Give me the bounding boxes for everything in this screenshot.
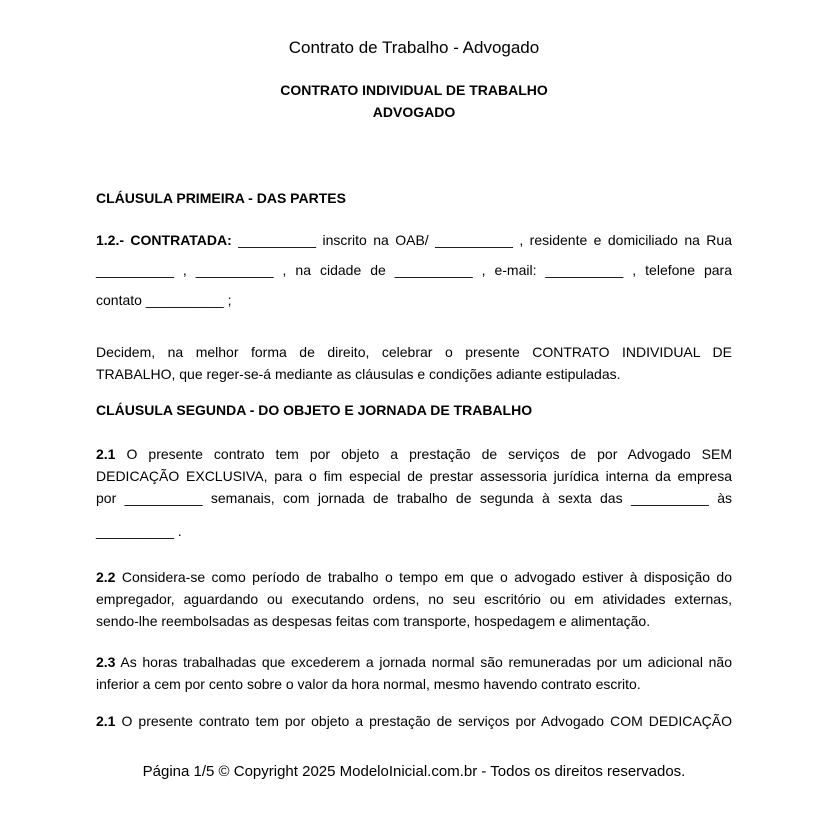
line-text: por __________ semanais, com jornada de trabalho de segunda à sexta das __________ às — [96, 490, 732, 506]
text-line — [96, 225, 732, 255]
clause-label: 2.3 — [96, 654, 116, 670]
line-text: DEDICAÇÃO EXCLUSIVA, para o fim especial de prestar assessoria jurídica interna da empresa — [96, 468, 732, 484]
contract-heading-line2: ADVOGADO — [372, 104, 456, 120]
line-text: contato __________ ; — [96, 292, 232, 308]
text-line — [96, 710, 732, 732]
text-line — [96, 651, 732, 673]
line-text: sendo-lhe reembolsadas as despesas feitas com transporte, hospedagem e alimentação. — [96, 613, 651, 629]
contract-heading — [96, 79, 732, 123]
clause-one-heading: CLÁUSULA PRIMEIRA - DAS PARTES — [96, 190, 346, 206]
clause-label: 2.1 — [96, 446, 116, 462]
text-line — [96, 285, 732, 315]
clause-two-heading: CLÁUSULA SEGUNDA - DO OBJETO E JORNADA DE TRABALHO — [96, 402, 533, 418]
paragraph-decidem — [96, 341, 732, 385]
text-line — [96, 341, 732, 363]
line-text: O presente contrato tem por objeto a prestação de serviços por Advogado COM DEDICAÇÃO — [121, 713, 733, 729]
text-line — [96, 443, 732, 465]
paragraph-1-2-contratada — [96, 225, 732, 315]
text-line — [96, 610, 732, 632]
line-text: empregador, aguardando ou executando ordens, no seu escritório ou em atividades externas, — [96, 591, 732, 607]
line-text: __________ inscrito na OAB/ __________ , residente e domiciliado na Rua — [238, 232, 732, 248]
line-text: inferior a cem por cento sobre o valor da hora normal, mesmo havendo contrato escrito. — [96, 676, 641, 692]
contract-heading-line1: CONTRATO INDIVIDUAL DE TRABALHO — [280, 82, 548, 98]
paragraph-2-1 — [96, 443, 732, 542]
text-line — [96, 520, 732, 542]
text-line — [96, 673, 732, 695]
line-text: O presente contrato tem por objeto a prestação de serviços de por Advogado SEM — [126, 446, 733, 462]
line-text: Decidem, na melhor forma de direito, celebrar o presente CONTRATO INDIVIDUAL DE — [96, 344, 732, 360]
line-text: TRABALHO, que reger-se-á mediante as cláusulas e condições adiante estipuladas. — [96, 366, 621, 382]
line-text: As horas trabalhadas que excederem a jornada normal são remuneradas por um adicional não — [120, 654, 732, 670]
text-line — [96, 255, 732, 285]
text-line — [96, 487, 732, 509]
text-line — [96, 363, 732, 385]
text-line — [96, 566, 732, 588]
text-line — [96, 465, 732, 487]
paragraph-2-3 — [96, 651, 732, 695]
clause-label: 2.2 — [96, 569, 116, 585]
paragraph-2-2 — [96, 566, 732, 632]
line-text: Considera-se como período de trabalho o tempo em que o advogado estiver à disposição do — [121, 569, 732, 585]
clause-label: 1.2.- CONTRATADA: — [96, 232, 232, 248]
page-footer: Página 1/5 © Copyright 2025 ModeloInicial.com.br - Todos os direitos reservados. — [142, 763, 686, 780]
line-text: __________ . — [96, 523, 182, 539]
document-title: Contrato de Trabalho - Advogado — [288, 38, 540, 57]
line-text: __________ , __________ , na cidade de __________ , e-mail: __________ , telefone para — [96, 262, 732, 278]
clause-label: 2.1 — [96, 713, 116, 729]
paragraph-2-1-dedicacao — [96, 710, 732, 732]
text-line — [96, 588, 732, 610]
